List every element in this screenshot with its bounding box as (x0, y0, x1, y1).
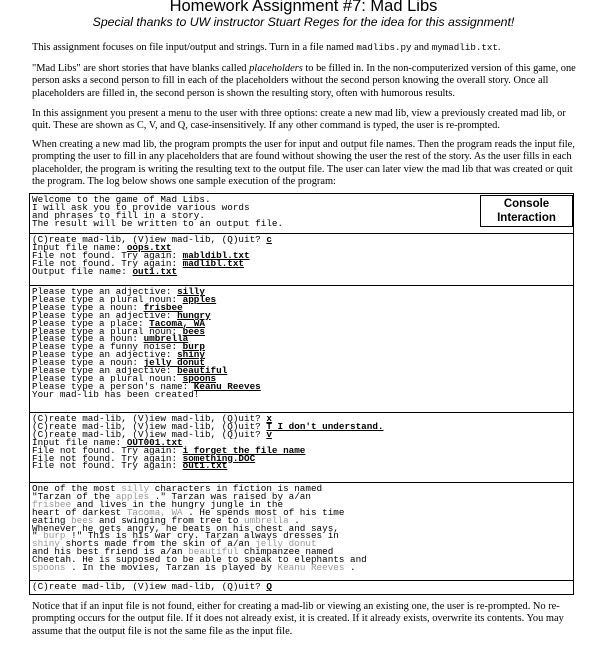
story-word: spoons (32, 562, 66, 574)
story-word: shiny (32, 538, 60, 550)
user-input: out1.txt (132, 265, 178, 277)
console-log (29, 193, 574, 595)
filename-mymadlib: mymadlib.txt (431, 42, 498, 53)
user-input: hungry (177, 309, 211, 321)
user-input: mabldibl.txt (182, 249, 250, 261)
user-input: shiny (177, 349, 205, 361)
intro-paragraph-files: This assignment focuses on file input/output and strings. Turn in a file named madlibs.py and mymadlib.txt. (32, 42, 501, 53)
story-word: jelly donut (255, 538, 317, 550)
console-section-prompts: Please type an adjective: silly Please type a plural noun: apples Please type a noun: frisbee Please type an adjective: hungry Please type a place: Tacoma, WA Please type a plural noun: bees Please type a noun: umbrella Please type a funny noise: burp Please type an adjective: shiny Please type a noun: jelly donut Please type an adjective: beautiful Please type a plural noun: spoons Please type a person's name: Keanu Reeves Your mad-lib has been created! (32, 286, 261, 400)
user-input: jelly donut (143, 357, 205, 369)
console-section-quit: (C)reate mad-lib, (V)iew mad-lib, (Q)uit? Q (32, 581, 272, 592)
user-input: out1.txt (182, 460, 228, 472)
story-word: Tacoma, WA (126, 506, 183, 518)
user-input: something.DOC (182, 452, 256, 464)
error-message: I don't understand. (271, 420, 384, 432)
console-section-errors: (C)reate mad-lib, (V)iew mad-lib, (Q)uit? x (C)reate mad-lib, (V)iew mad-lib, (Q)uit? T I don't understand. (C)reate mad-lib, (V)iew mad-lib, (Q)uit? v Input file name: OUT001.txt File not found. Try again: i forget the file name File not found. Try again: something.DOC File not found. Try again: out1.txt (32, 413, 384, 472)
console-section-create: (C)reate mad-lib, (V)iew mad-lib, (Q)uit? c Input file name: oops.txt File not found. Try again: mabldibl.txt File not found. Try again: madlibl.txt Output file name: out1.txt (32, 234, 272, 277)
story-word: umbrella (244, 514, 289, 526)
user-input: umbrella (143, 333, 189, 345)
user-input: Q (266, 581, 272, 592)
user-input: x (266, 413, 272, 424)
user-input: v (266, 428, 272, 440)
story-word: beautiful (188, 546, 239, 558)
console-section-story: One of the most silly characters in fiction is named "Tarzan of the apples ." Tarzan was raised by a/an frisbee and lives in the hungry jungle in the heart of darkest Tacoma, WA . He spends most of his time eating bees and swinging from tree to umbrella . Whenever he gets angry, he beats on his chest and says, " burp !" This is his war cry. Tarzan always dresses in shiny shorts made from the skin of a/an jelly donut and his best friend is a/an beautiful chimpanzee named Cheetah. He is supposed to be able to speak to elephants and spoons . In the movies, Tarzan is played by Keanu Reeves . (32, 483, 367, 574)
story-word: Keanu Reeves (277, 562, 345, 574)
user-input: beautiful (177, 365, 228, 377)
intro-paragraph-create: When creating a new mad lib, the program prompts the user for input and output file names. Then the program reads the input file, prompting the user to fill in any placeholders that are found without showing the user the rest of the story. As the user fills in each placeholder, the program is writing the resulting text to the output file. The user can later view the mad lib that was created or quit the program. The log below shows one sample execution of the program: (32, 139, 575, 188)
user-input: burp (182, 341, 205, 353)
user-input: oops.txt (126, 241, 172, 253)
user-input: spoons (182, 372, 217, 384)
story-word: silly (121, 483, 150, 494)
closing-paragraph: Notice that if an input file is not found, either for creating a mad-lib or viewing an existing one, the user is re-prompted. No re-prompting occurs for the output file. If it does not already exist, it is created. If it already exists, overwrite its contents. You may assume that the output file is not the same file as the input file. (32, 601, 564, 637)
console-section-welcome: Welcome to the game of Mad Libs. I will ask you to provide various words and phrases to fill in a story. The result will be written to an output file. (32, 194, 284, 229)
user-input: Keanu Reeves (193, 380, 261, 392)
story-word: frisbee (32, 498, 72, 510)
page-title: Homework Assignment #7: Mad Libs (169, 0, 438, 15)
user-input: Tacoma, WA (149, 317, 205, 329)
user-input: T (266, 420, 272, 432)
user-input: bees (182, 325, 205, 337)
story-word: burp (43, 530, 66, 542)
user-input: madlibl.txt (182, 257, 245, 269)
console-interaction-badge: Console Interaction (480, 195, 573, 227)
user-input: OUT001.txt (126, 436, 183, 448)
intro-paragraph-menu: In this assignment you present a menu to the user with three options: create a new mad lib, view a previously created mad lib, or quit. These are shown as C, V, and Q, case-insensitively. If any other command is typed, the user is re-prompted. (32, 108, 566, 132)
user-input: i forget the file name (182, 444, 306, 456)
story-word: bees (71, 514, 94, 526)
story-word: apples (115, 490, 150, 502)
page-subtitle: Special thanks to UW instructor Stuart Reges for the idea for this assignment! (92, 15, 515, 29)
user-input: c (266, 234, 272, 245)
filename-madlibs: madlibs.py (356, 42, 412, 53)
user-input: frisbee (143, 301, 183, 313)
intro-paragraph-madlibs: "Mad Libs" are short stories that have blanks called placeholders to be filled in. In the non-computerized version of this game, one person asks a second person to fill in each of the placeholders without the second person knowing the overall story. Once all placeholders are filled in, the second person is shown the resulting story, often with humorous results. (32, 63, 576, 99)
user-input: apples (182, 293, 217, 305)
user-input: silly (177, 286, 205, 297)
